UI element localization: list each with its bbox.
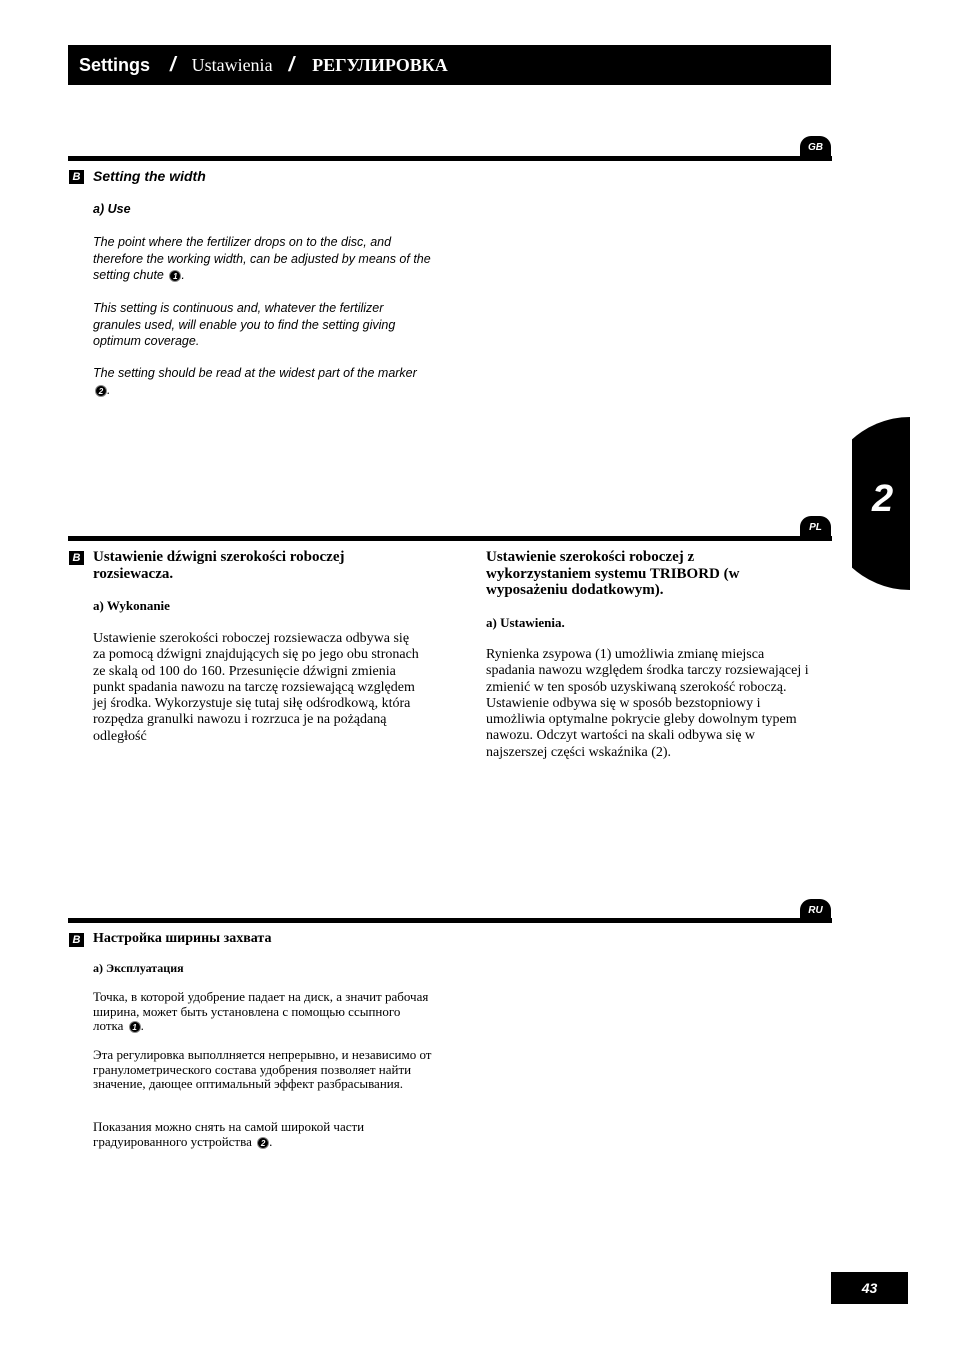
lang-tag-pl: PL [800, 516, 831, 538]
section-title-pl: Ustawienie dźwigni szerokości roboczej rozsiewacza. [93, 549, 345, 582]
section-subtitle-gb: a) Use [93, 202, 131, 216]
paragraph-ru-3: Показания можно снять на самой широкой части градуированного устройства 2 . [93, 1119, 365, 1149]
paragraph-pl: Ustawienie szerokości roboczej rozsiewacza odbywa się za pomocą dźwigni znajdujących się po jego obu stronach ze skalą od 100 do 160. Przesunięcie dźwigni zmienia punkt spadania nawozu na tarczę rozsiewającą względem jej środka. Wykorzystuje się tutaj siłę odśrodkową, która rozpędza granulki nawozu i rozrzuca je na pożądaną odległość [93, 631, 419, 744]
section-rule-pl [68, 536, 832, 541]
section-subtitle-ru: а) Эксплуатация [93, 961, 184, 975]
chapter-number: 2 [872, 478, 894, 520]
section-subtitle-pl-tribord: a) Ustawienia. [486, 615, 565, 630]
section-marker-gb: B [69, 170, 84, 184]
paragraph-gb-3: The setting should be read at the widest part of the marker 2 . [93, 366, 417, 397]
header-title-pl: Ustawienia [191, 54, 273, 75]
header-title-en: Settings [79, 54, 151, 75]
page-number: 43 [831, 1272, 908, 1304]
section-rule-ru [68, 918, 832, 923]
section-title-ru: Настройка ширины захвата [93, 931, 272, 946]
paragraph-pl-tribord: Rynienka zsypowa (1) umożliwia zmianę miejsca spadania nawozu względem środka tarczy rozsiewającej i zmienić w ten sposób uzyskiwaną szerokość roboczą. Ustawienie odbywa się w sposób bezstopniowy i umożliwia optymalne pokrycie gleby dowolnym typem nawozu. Odczyt wartości na skali odbywa się w najszerszej części wskaźnika (2). [486, 647, 809, 760]
header-separator: / [170, 53, 176, 76]
callout-2-icon: 2 [257, 1137, 269, 1149]
page-header [68, 45, 831, 85]
section-subtitle-pl: a) Wykonanie [93, 598, 170, 613]
callout-1-icon: 1 [129, 1021, 141, 1033]
paragraph-ru-1: Точка, в которой удобрение падает на диск, а значит рабочая ширина, может быть установлена с помощью ссыпного лотка 1 . [93, 989, 429, 1034]
callout-2-icon: 2 [95, 385, 107, 397]
callout-1-icon: 1 [169, 270, 181, 282]
lang-tag-ru: RU [800, 899, 831, 921]
header-separator: / [288, 53, 295, 76]
paragraph-ru-2: Эта регулировка выполлняется непрерывно, и независимо от гранулометрического состава удобрения позволяет найти значение, дающее оптимальный эффект разбрасывания. [93, 1047, 432, 1092]
section-title-gb: Setting the width [93, 168, 206, 184]
header-title-ru: РЕГУЛИРОВКА [312, 54, 448, 75]
section-marker-pl: B [69, 551, 84, 565]
lang-tag-gb: GB [800, 136, 831, 158]
paragraph-gb-2: This setting is continuous and, whatever the fertilizer granules used, will enable you to find the setting giving optimum coverage. [93, 301, 396, 348]
paragraph-gb-1: The point where the fertilizer drops on to the disc, and therefore the working width, can be adjusted by means of the setting chute 1 . [93, 235, 431, 282]
section-marker-ru: B [69, 933, 84, 947]
section-rule-gb [68, 156, 832, 161]
section-title-pl-tribord: Ustawienie szerokości roboczej z wykorzystaniem systemu TRIBORD (w wyposażeniu dodatkowym). [486, 549, 740, 598]
